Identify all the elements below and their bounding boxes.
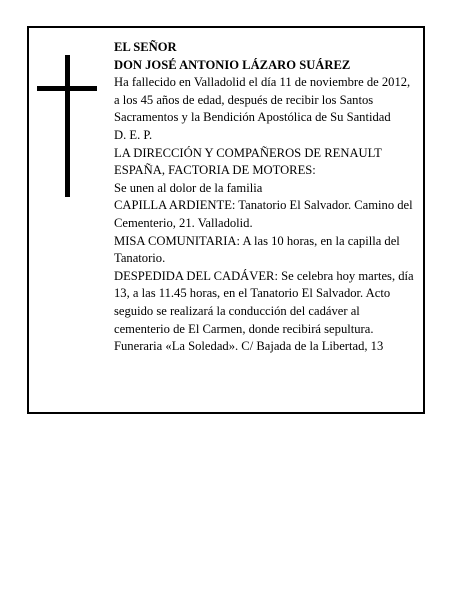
mass-info: MISA COMUNITARIA: A las 10 horas, en la capilla del Tanatorio.: [114, 233, 400, 266]
mourners-heading: LA DIRECCIÓN Y COMPAÑEROS DE RENAULT ESPAÑA, FACTORIA DE MOTORES:: [114, 145, 382, 178]
funeral-home-info: Funeraria «La Soledad». C/ Bajada de la Libertad, 13: [114, 339, 384, 354]
death-announcement: Ha fallecido en Valladolid el día 11 de noviembre de 2012, a los 45 años de edad, después de recibir los Santos Sacramentos y la Bendición Apostólica de Su Santidad: [114, 75, 411, 125]
farewell-info: DESPEDIDA DEL CADÁVER: Se celebra hoy martes, día 13, a las 11.45 horas, en el Tanatorio El Salvador. Acto seguido se realizará la conducción del cadáver al cementerio de El Carmen, donde recibirá sepultura.: [114, 268, 414, 336]
deceased-name: DON JOSÉ ANTONIO LÁZARO SUÁREZ: [114, 57, 351, 72]
wake-info: CAPILLA ARDIENTE: Tanatorio El Salvador. Camino del Cementerio, 21. Valladolid.: [114, 198, 413, 230]
condolence-line: Se unen al dolor de la familia: [114, 180, 263, 195]
latin-cross-icon: [37, 55, 97, 197]
obituary-text: [114, 39, 414, 356]
cross-vertical-bar: [65, 55, 70, 197]
notice-title: EL SEÑOR: [114, 40, 177, 54]
cross-horizontal-bar: [37, 86, 97, 91]
rest-in-peace: D. E. P.: [114, 127, 153, 142]
